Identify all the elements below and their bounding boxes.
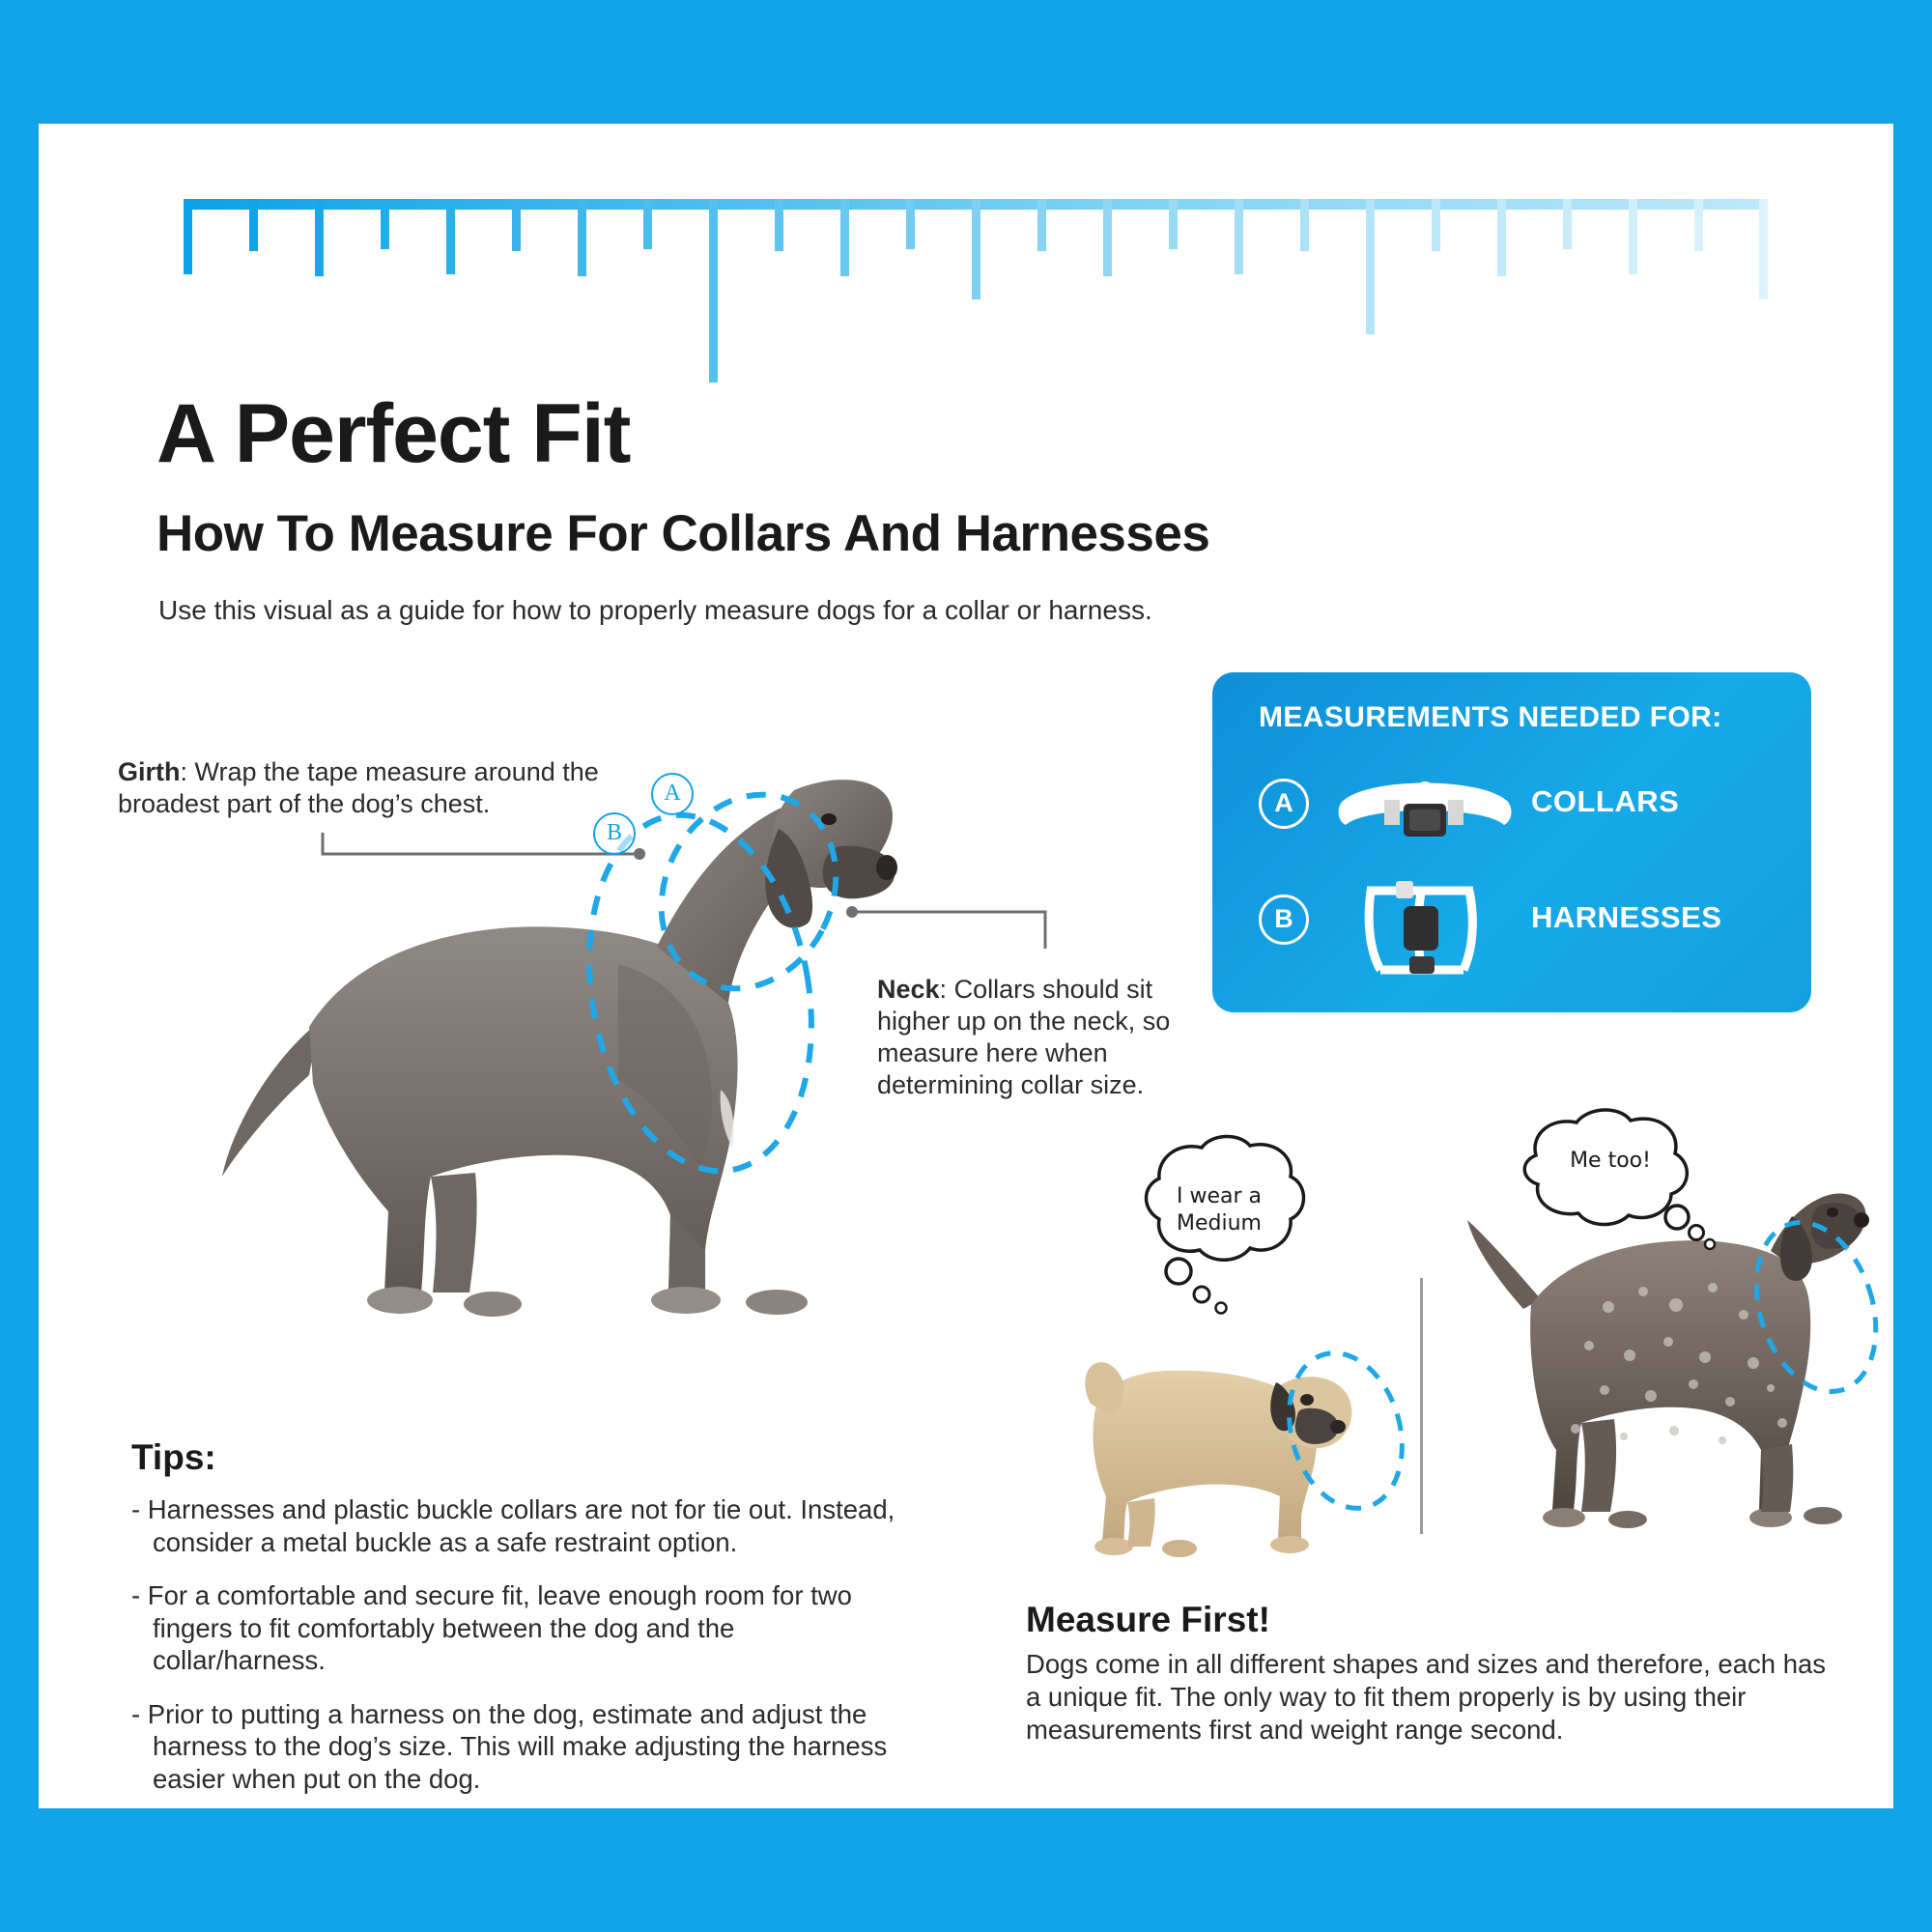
- girth-label: Girth: [118, 757, 181, 786]
- ruler-tick: [1629, 199, 1637, 274]
- ruler-tick: [446, 199, 455, 274]
- tip-item: - For a comfortable and secure fit, leave enough room for two fingers to fit comfortably between the dog and the collar/harness.: [131, 1580, 852, 1676]
- neck-leader-line: [840, 887, 1053, 954]
- ruler-tick: [840, 199, 849, 276]
- tips-heading: Tips:: [131, 1437, 216, 1477]
- ruler-tick: [1235, 199, 1243, 274]
- pug-thought-bubble: [1119, 1128, 1321, 1350]
- badge-a: A: [1259, 779, 1309, 829]
- neck-callout: [877, 974, 1196, 1101]
- ruler-tick: [184, 199, 192, 274]
- ruler-tick: [1497, 199, 1506, 276]
- pug-bubble-line-2: Medium: [1177, 1210, 1262, 1236]
- tip-item: - Prior to putting a harness on the dog, estimate and adjust the harness to the dog’s size. This will make adjusting the harness easier when put on the dog.: [131, 1698, 888, 1794]
- measurement-row-collars: [1212, 753, 1811, 869]
- ruler-tick: [249, 199, 258, 251]
- measurements-heading: MEASUREMENTS NEEDED FOR:: [1259, 701, 1722, 733]
- ruler-tick: [381, 199, 389, 249]
- pointer-bubble-line-1: Me too!: [1570, 1149, 1651, 1173]
- collars-label: COLLARS: [1531, 784, 1680, 818]
- tip-item: - Harnesses and plastic buckle collars are not for tie out. Instead, consider a metal buckle as a safe restraint option.: [131, 1494, 895, 1557]
- neck-text: Collars should sit higher up on the neck, so measure here when determining collar size.: [877, 975, 1171, 1099]
- girth-separator: :: [180, 757, 188, 786]
- girth-callout: [118, 756, 620, 820]
- ruler-tick: [512, 199, 521, 251]
- ruler-tick: [906, 199, 915, 249]
- pug-bubble-line-1: I wear a: [1176, 1184, 1262, 1208]
- girth-text: Wrap the tape measure around the broadest part of the dog’s chest.: [118, 757, 599, 818]
- pug-bubble-text: [1151, 1183, 1287, 1236]
- pointer-dashed-loop: [1729, 1206, 1903, 1408]
- badge-a-dog: A: [651, 773, 694, 815]
- measure-first-body: Dogs come in all different shapes and sizes and therefore, each has a unique fit. The only way to fit them properly is by using their measurements first and weight range second.: [1026, 1649, 1827, 1746]
- harnesses-label: HARNESSES: [1531, 900, 1722, 934]
- vertical-divider: [1420, 1278, 1423, 1534]
- badge-b-dog: B: [593, 812, 636, 855]
- ruler-tick: [1103, 199, 1112, 276]
- badge-b: B: [1259, 895, 1309, 945]
- pointer-thought-bubble: [1505, 1099, 1718, 1283]
- ruler-tick: [1300, 199, 1309, 251]
- measurement-row-harnesses: [1212, 869, 1811, 985]
- neck-label: Neck: [877, 975, 940, 1004]
- page-subtitle: How To Measure For Collars And Harnesses: [156, 505, 1210, 562]
- poster-canvas: [39, 124, 1893, 1808]
- ruler-tick: [1037, 199, 1046, 251]
- ruler-tick: [972, 199, 980, 299]
- ruler-tick: [1432, 199, 1440, 251]
- ruler-tick: [643, 199, 652, 249]
- ruler-tick: [315, 199, 324, 276]
- ruler-tick: [1563, 199, 1572, 249]
- measurements-panel: [1212, 672, 1811, 1012]
- measure-first-heading: Measure First!: [1026, 1600, 1270, 1639]
- page-title: A Perfect Fit: [156, 387, 631, 480]
- collar-icon: [1328, 757, 1521, 866]
- harness-icon: [1328, 873, 1521, 981]
- neck-separator: :: [939, 975, 948, 1004]
- ruler-tick: [709, 199, 718, 383]
- pug-dashed-loop: [1264, 1339, 1428, 1522]
- ruler-tick: [578, 199, 586, 276]
- ruler-tick: [1694, 199, 1703, 251]
- ruler-tick: [1759, 199, 1768, 299]
- tips-list: [131, 1493, 904, 1816]
- ruler-graphic: [184, 199, 1768, 383]
- ruler-tick: [1366, 199, 1375, 334]
- intro-text: Use this visual as a guide for how to properly measure dogs for a collar or harness.: [158, 595, 1152, 625]
- ruler-tick: [775, 199, 783, 251]
- ruler-tick: [1169, 199, 1178, 249]
- pointer-bubble-text: [1538, 1148, 1683, 1175]
